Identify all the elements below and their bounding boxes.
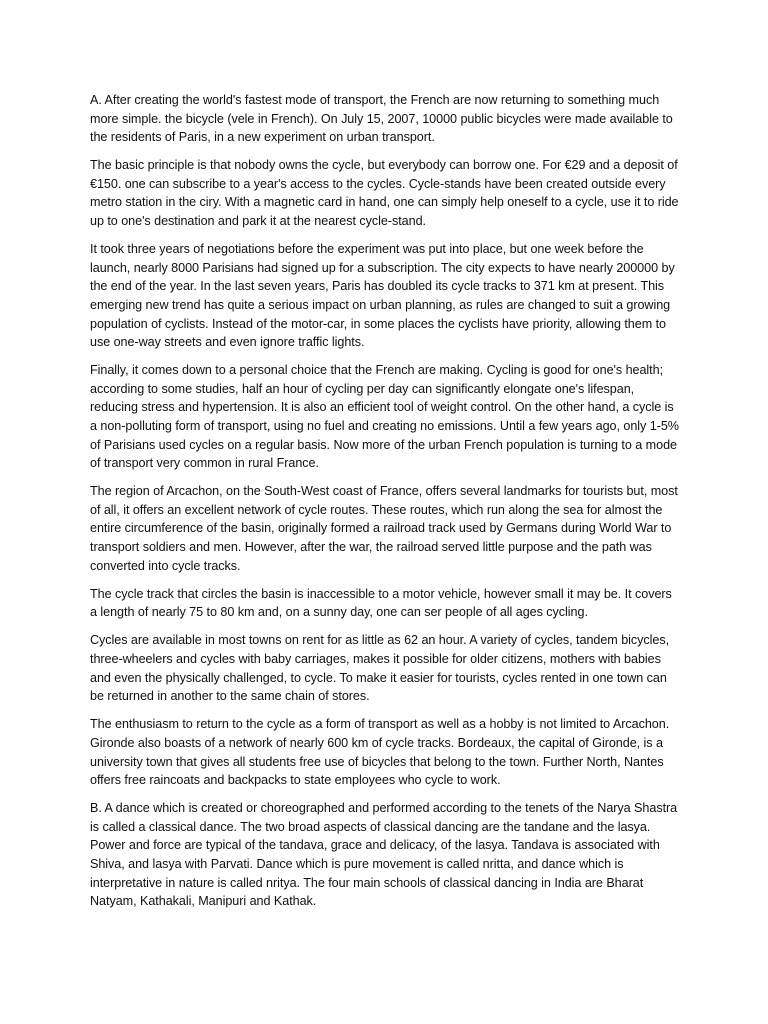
paragraph-a-intro: A. After creating the world's fastest mode of transport, the French are now returning to something much more simple. the bicycle (vele in French). On July 15, 2007, 10000 public bicycles were made available to the residents of Paris, in a new experiment on urban transport. [90, 93, 673, 145]
paragraph-arcachon-region: The region of Arcachon, on the South-West coast of France, offers several landmarks for tourists but, most of all, it offers an excellent network of cycle routes. These routes, which run along the sea for almost the entire circumference of the basin, originally formed a railroad track used by Germans during World War to transport soldiers and men. However, after the war, the railroad served little purpose and the path was converted into cycle tracks. [90, 484, 678, 573]
paragraph-gironde: The enthusiasm to return to the cycle as a form of transport as well as a hobby is not limited to Arcachon. Gironde also boasts of a network of nearly 600 km of cycle tracks. Bordeaux, the capital of Gironde, is a university town that gives all students free use of bicycles that belong to the town. Further North, Nantes offers free raincoats and backpacks to state employees who cycle to work. [90, 717, 670, 788]
paragraph-cycle-track: The cycle track that circles the basin is inaccessible to a motor vehicle, however small it may be. It covers a length of nearly 75 to 80 km and, on a sunny day, one can ser people of all ages cycling. [90, 586, 672, 620]
paragraph-basic-principle: The basic principle is that nobody owns the cycle, but everybody can borrow one. For €29 and a deposit of €150. one can subscribe to a year's access to the cycles. Cycle-stands have been created outside every metro station in the ciry. With a magnetic card in hand, one can simply help oneself to a cycle, use it to ride up to one's destination and park it at the nearest cycle-stand. [90, 158, 679, 229]
paragraph-negotiations: It took three years of negotiations before the experiment was put into place, but one week before the launch, nearly 8000 Parisians had signed up for a subscription. The city expects to have nearly 200000 by the end of the year. In the last seven years, Paris has doubled its cycle tracks to 371 km at present. This emerging new trend has quite a serious impact on urban planning, as rules are changed to suit a growing population of cyclists. Instead of the motor-car, in some places the cyclists have priority, allowing them to use one-way streets and even ignore traffic lights. [90, 242, 675, 350]
paragraph-cycle-rentals: Cycles are available in most towns on rent for as little as 62 an hour. A variety of cycles, tandem bicycles, three-wheelers and cycles with baby carriages, makes it possible for older citizens, mothers with babies and even the physically challenged, to cycle. To make it easier for tourists, cycles rented in one town can be returned in another to the same chain of stores. [90, 633, 670, 704]
paragraph-b-classical-dance: B. A dance which is created or choreographed and performed according to the tenets of the Narya Shastra is called a classical dance. The two broad aspects of classical dancing are the tandane and the lasya. Power and force are typical of the tandava, grace and delicacy, of the lasya. Tandava is associated with Shiva, and lasya with Parvati. Dance which is pure movement is called nritta, and dance which is interpretative in nature is called nritya. The four main schools of classical dancing in India are Bharat Natyam, Kathakali, Manipuri and Kathak. [90, 801, 678, 909]
document-page [90, 91, 680, 920]
paragraph-personal-choice: Finally, it comes down to a personal choice that the French are making. Cycling is good for one's health; according to some studies, half an hour of cycling per day can significantly elongate one's lifespan, reducing stress and hypertension. It is also an efficient tool of weight control. On the other hand, a cycle is a non-polluting form of transport, using no fuel and creating no emissions. Until a few years ago, only 1-5% of Parisians used cycles on a regular basis. Now more of the urban French population is turning to a mode of transport very common in rural France. [90, 363, 679, 471]
